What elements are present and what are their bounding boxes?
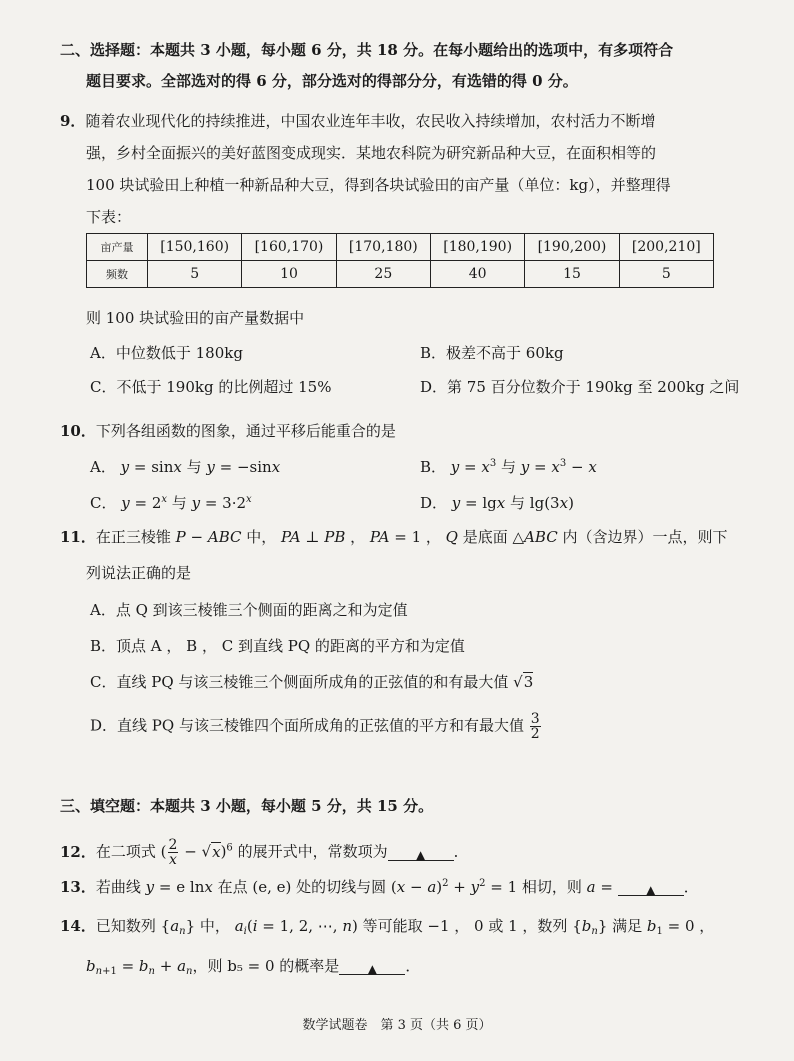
page-footer: 数学试题卷 第 3 页（共 6 页）	[302, 1018, 492, 1033]
table-cell: 5	[619, 261, 713, 288]
q11-option-c: C．直线 PQ 与该三棱锥三个侧面所成角的正弦值的和有最大值 √3	[90, 673, 534, 691]
q9-line1: 9．随着农业现代化的持续推进，中国农业连年丰收，农民收入持续增加，农村活力不断增	[60, 112, 656, 130]
q11-option-a: A．点 Q 到该三棱锥三个侧面的距离之和为定值	[90, 601, 408, 619]
q10-number: 10．	[60, 422, 96, 440]
q10-option-a: A． y = sinx 与 y = −sinx	[90, 458, 281, 476]
table-cell: 25	[336, 261, 430, 288]
q10-option-b: B． $y = x^3$ 与 $y = x^3 - x$	[420, 458, 597, 476]
q13-stem: 13．若曲线 y = e lnx 在点 (e, e) 处的切线与圆 $(x - a)^2 + y^2 = 1$ 相切，则 a = ▲ ．	[60, 878, 699, 897]
table-cell: [180,190)	[430, 234, 524, 261]
table-cell: [200,210]	[619, 234, 713, 261]
section2-heading-line2: 题目要求。全部选对的得 6 分，部分选对的得部分分，有选错的得 0 分。	[86, 72, 578, 90]
q9-line2: 强，乡村全面振兴的美好蓝图变成现实．某地农科院为研究新品种大豆，在面积相等的	[86, 144, 657, 162]
q10-option-c: C． $y = 2^x$ 与 $y = 3\cdot 2^x$	[90, 494, 252, 512]
q14-line1: 14．已知数列 $\{a_n\}$ 中， $a_i(i = 1$, 2, ⋯, n) 等可能取 −1 ， 0 或 1 ，数列 $\{b_n\}$ 满足 $b_1 = 0$ ，	[60, 917, 715, 937]
table-cell: 15	[525, 261, 619, 288]
q9-option-a: A．中位数低于 180kg	[90, 344, 243, 362]
q14-line2: $b_{n+1} = b_n + a_n$，则 b₅ = 0 的概率是 ▲ ．	[86, 957, 421, 977]
q11-line1: 11．在正三棱锥 P − ABC 中， PA ⊥ PB ， PA = 1 ， Q 是底面 △ABC 内（含边界）一点，则下	[60, 528, 728, 546]
table-cell: [190,200)	[525, 234, 619, 261]
q11-option-d: D．直线 PQ 与该三棱锥四个面所成角的正弦值的平方和有最大值 $\frac{3}{2}$	[90, 711, 540, 742]
table-row	[87, 234, 714, 261]
q9-stem-end: 则 100 块试验田的亩产量数据中	[86, 309, 305, 327]
q9-number: 9．	[60, 112, 86, 130]
q11-number: 11．	[60, 528, 96, 546]
fraction-three-halves: $\frac{3}{2}$	[530, 711, 540, 742]
yield-frequency-table	[86, 233, 714, 288]
table-cell: 40	[430, 261, 524, 288]
q9-option-d: D．第 75 百分位数介于 190kg 至 200kg 之间	[420, 378, 740, 396]
table-header-yield: 亩产量	[87, 234, 148, 261]
q9-line4: 下表：	[86, 208, 132, 226]
answer-blank[interactable]: ▲	[618, 879, 684, 896]
section3-heading: 三、填空题：本题共 3 小题，每小题 5 分，共 15 分。	[60, 797, 434, 815]
q9-option-b: B．极差不高于 60kg	[420, 344, 564, 362]
table-cell: 5	[148, 261, 242, 288]
q10-option-d: D． y = lgx 与 lg(3x)	[420, 494, 574, 512]
table-header-frequency: 频数	[87, 261, 148, 288]
q13-number: 13．	[60, 878, 96, 896]
table-cell: [150,160)	[148, 234, 242, 261]
q11-line2: 列说法正确的是	[86, 564, 192, 582]
table-cell: [170,180)	[336, 234, 430, 261]
q9-option-c: C．不低于 190kg 的比例超过 15%	[90, 378, 332, 396]
q12-stem: 12．在二项式 ( $\frac{2}{x}$ − √x)$^6$ 的展开式中，常数项为 ▲ ．	[60, 837, 469, 868]
q14-number: 14．	[60, 917, 96, 935]
q12-number: 12．	[60, 842, 96, 861]
q11-option-b: B．顶点 A ， B ， C 到直线 PQ 的距离的平方和为定值	[90, 637, 465, 655]
table-cell: 10	[242, 261, 336, 288]
section2-heading-line1: 二、选择题：本题共 3 小题，每小题 6 分，共 18 分。在每小题给出的选项中，有多项符合	[60, 41, 674, 59]
table-row	[87, 261, 714, 288]
q9-line3: 100 块试验田上种植一种新品种大豆，得到各块试验田的亩产量（单位：kg），并整理得	[86, 176, 671, 194]
table-cell: [160,170)	[242, 234, 336, 261]
q10-stem: 10．下列各组函数的图象，通过平移后能重合的是	[60, 422, 396, 440]
answer-blank[interactable]: ▲	[388, 844, 454, 861]
answer-blank[interactable]: ▲	[339, 958, 405, 975]
